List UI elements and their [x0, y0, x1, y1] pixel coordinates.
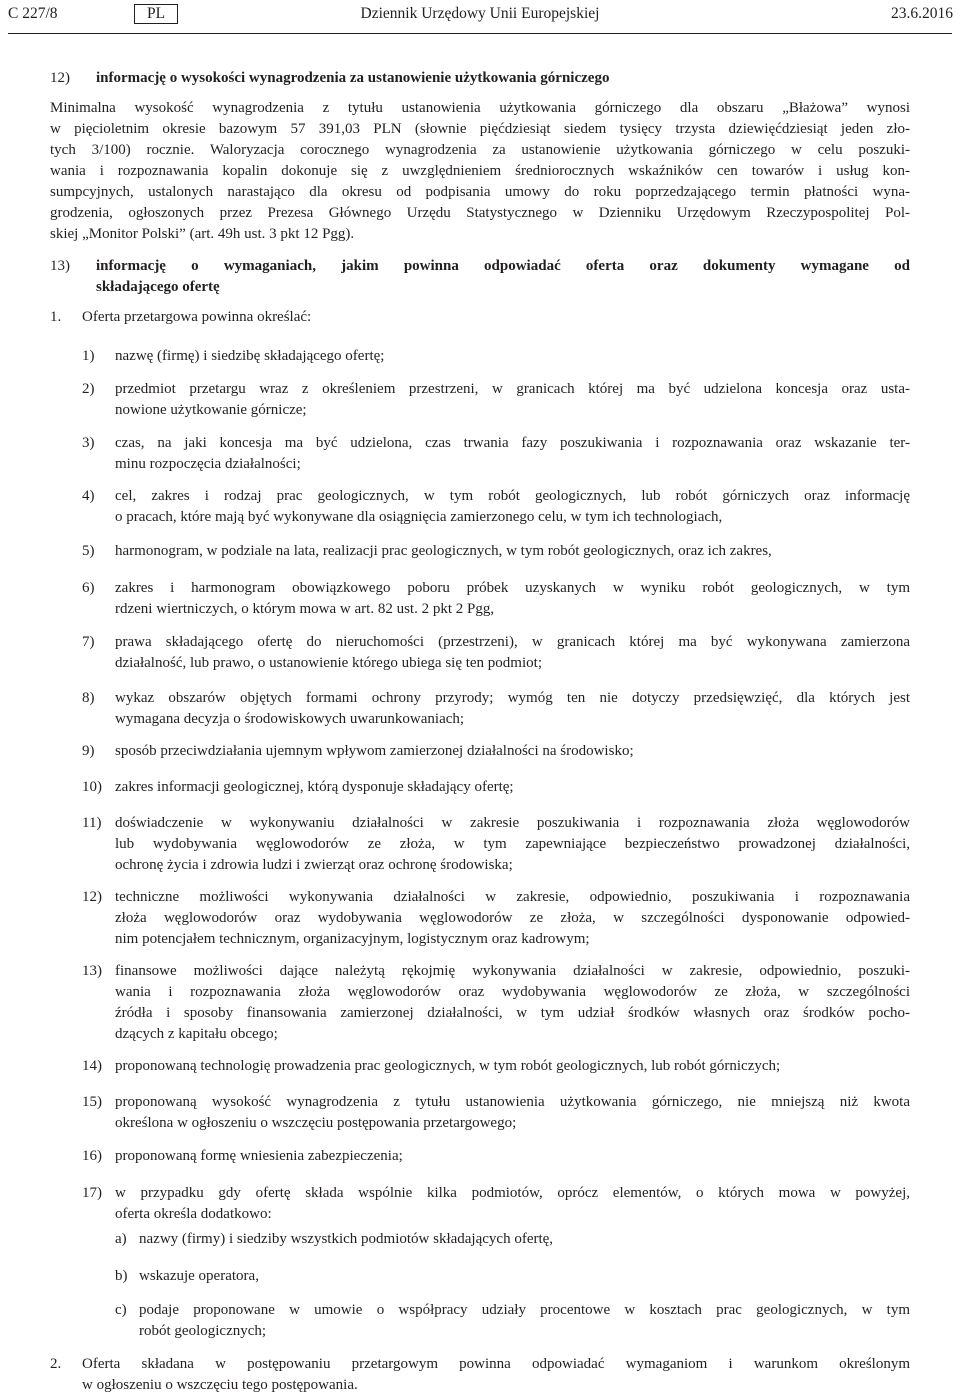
- list-item: [82, 813, 910, 876]
- list-item-line: oferta określa dodatkowo:: [115, 1206, 272, 1222]
- list-item: [82, 1092, 910, 1134]
- list-item-number: 4): [82, 488, 95, 504]
- publication-date: 23.6.2016: [891, 5, 953, 22]
- paragraph-line: grodzenia, ogłoszonych przez Prezesa Głównego Urzędu Statystycznego w Dzienniku Urzędowym Rzeczypospolitej Pol-: [50, 205, 910, 221]
- section-title-line: składającego ofertę: [96, 279, 220, 295]
- point-text: Oferta przetargowa powinna określać:: [82, 309, 312, 325]
- list-item-number: 14): [82, 1058, 102, 1074]
- list-item-line: proponowaną formę wniesienia zabezpieczenia;: [115, 1148, 403, 1164]
- list-item-line: o pracach, które mają być wykonywane dla osiągnięcia zamierzonego celu, w tym ich technologiach,: [115, 509, 723, 525]
- paragraph-line: tych 3/100) rocznie. Waloryzacja corocznego wynagrodzenia za ustanowienie użytkowania górniczego w celu poszuki-: [50, 142, 910, 158]
- section-title: informację o wysokości wynagrodzenia za ustanowienie użytkowania górniczego: [96, 70, 610, 86]
- list-item-text: [115, 541, 910, 562]
- list-item-line: wymagana decyzja o środowiskowych uwarunkowaniach;: [115, 711, 465, 727]
- paragraph-line: wania i rozpoznawania kopalin dokonuje się z uwzględnieniem średniorocznych wskaźników cen towarów i usług kon-: [50, 163, 910, 179]
- point-number: 1.: [50, 309, 62, 325]
- list-item-text: [115, 1056, 910, 1077]
- list-item: [82, 1183, 910, 1225]
- list-item-number: 12): [82, 889, 102, 905]
- list-item-line: lub wydobywania węglowodorów ze złoża, w tym zapewniające bezpieczeństwo prowadzonej działalności,: [115, 836, 910, 852]
- paragraph-line: skiej „Monitor Polski” (art. 49h ust. 3 pkt 12 Pgg).: [50, 226, 355, 242]
- list-item-line: przedmiot przetargu wraz z określeniem przestrzeni, w granicach której ma być udzielona koncesja oraz usta-: [115, 381, 910, 397]
- list-item-number: 10): [82, 779, 102, 795]
- list-item-line: techniczne możliwości wykonywania działalności w zakresie, odpowiednio, poszukiwania i rozpoznawania: [115, 889, 910, 905]
- sublist-item-text: [139, 1229, 910, 1250]
- paragraph-line: w pięcioletnim okresie bazowym 57 391,03 PLN (słownie pięćdziesiąt siedem tysięcy trzysta dziewięćdziesiąt jeden zło-: [50, 121, 910, 137]
- list-item-number: 5): [82, 543, 95, 559]
- sublist-item-letter: c): [115, 1302, 127, 1318]
- list-item-line: w przypadku gdy ofertę składa wspólnie kilka podmiotów, oprócz elementów, o których mowa w powyżej,: [115, 1185, 910, 1201]
- paragraph-line: w ogłoszeniu o wszczęciu tego postępowania.: [82, 1377, 358, 1393]
- list-item-line: nazwę (firmę) i siedzibę składającego ofertę;: [115, 348, 385, 364]
- list-item-line: finansowe możliwości dające należytą rękojmię wykonywania działalności w zakresie, odpowiednio, poszuki-: [115, 963, 910, 979]
- list-item-line: proponowaną wysokość wynagrodzenia z tytułu ustanowienia użytkowania górniczego, nie mniejszą niż kwota: [115, 1094, 910, 1110]
- sublist-item-text: [139, 1300, 910, 1342]
- list-item-text: [115, 346, 910, 367]
- list-item-number: 6): [82, 580, 95, 596]
- list-item: [82, 379, 910, 421]
- list-item-number: 16): [82, 1148, 102, 1164]
- list-item-line: dzących z kapitału obcego;: [115, 1026, 278, 1042]
- sublist-item-letter: b): [115, 1268, 128, 1284]
- list-item-line: prawa składającego ofertę do nieruchomości (przestrzeni), w granicach której ma być wykonywana zamierzona: [115, 634, 910, 650]
- point-text: [82, 1354, 910, 1396]
- list-item-number: 15): [82, 1094, 102, 1110]
- list-item-line: doświadczenie w wykonywaniu działalności w zakresie poszukiwania i rozpoznawania złoża węglowodorów: [115, 815, 910, 831]
- header-divider: [8, 33, 952, 34]
- list-item-line: wykaz obszarów objętych formami ochrony przyrody; wymóg ten nie dotyczy przedsięwzięć, dla których jest: [115, 690, 910, 706]
- paragraph-line: sumpcyjnych, ustalonych narastająco dla okresu od podpisania umowy do roku poprzedzającego termin płatności wyna-: [50, 184, 910, 200]
- language-badge: PL: [134, 4, 178, 24]
- list-item-number: 1): [82, 348, 95, 364]
- list-item-line: nowione użytkowanie górnicze;: [115, 402, 307, 418]
- list-item-line: określona w ogłoszeniu o wszczęciu postępowania przetargowego;: [115, 1115, 517, 1131]
- list-item-text: [115, 887, 910, 950]
- list-item-line: zakres informacji geologicznej, którą dysponuje składający ofertę;: [115, 779, 514, 795]
- section-number: 13): [50, 258, 70, 274]
- list-item: [82, 433, 910, 475]
- list-item-number: 7): [82, 634, 95, 650]
- list-item-number: 9): [82, 743, 95, 759]
- list-item: [82, 741, 910, 762]
- page-header: [0, 0, 960, 40]
- paragraph-line: Oferta składana w postępowaniu przetargowym powinna odpowiadać wymaganiom i warunkom określonym: [82, 1356, 910, 1372]
- list-item-text: [115, 1092, 910, 1134]
- list-item-text: [115, 741, 910, 762]
- list-item: [82, 1056, 910, 1077]
- list-item-text: [115, 433, 910, 475]
- section-number: 12): [50, 70, 70, 86]
- list-item-line: czas, na jaki koncesja ma być udzielona, czas trwania fazy poszukiwania i rozpoznawania oraz wskazanie ter-: [115, 435, 910, 451]
- list-item-text: [115, 961, 910, 1045]
- list-item: [82, 961, 910, 1045]
- list-item-line: minu rozpoczęcia działalności;: [115, 456, 301, 472]
- list-item-number: 17): [82, 1185, 102, 1201]
- list-item-text: [115, 632, 910, 674]
- list-item-line: złoża węglowodorów oraz wydobywania węglowodorów ze złoża, w szczególności dysponowanie odpowied-: [115, 910, 910, 926]
- list-item-number: 3): [82, 435, 95, 451]
- section-12-paragraph: [50, 98, 910, 245]
- list-item-line: źródła i sposoby finansowania zamierzonej działalności, w tym udział środków własnych oraz środków pocho-: [115, 1005, 910, 1021]
- journal-reference: C 227/8: [8, 5, 58, 22]
- list-item: [82, 632, 910, 674]
- list-item-text: [115, 578, 910, 620]
- list-item-line: proponowaną technologię prowadzenia prac geologicznych, w tym robót geologicznych, lub robót górniczych;: [115, 1058, 781, 1074]
- journal-title: Dziennik Urzędowy Unii Europejskiej: [360, 5, 600, 22]
- list-item-line: cel, zakres i rodzaj prac geologicznych, w tym robót geologicznych, lub robót górniczych oraz informację: [115, 488, 910, 504]
- list-item-line: nim potencjałem technicznym, organizacyjnym, logistycznym oraz kadrowym;: [115, 931, 590, 947]
- list-item-text: [115, 379, 910, 421]
- list-item-number: 13): [82, 963, 102, 979]
- sublist-item: [115, 1229, 910, 1250]
- list-item-number: 2): [82, 381, 95, 397]
- list-item-line: działalność, lub prawo, o ustanowienie którego ubiega się ten podmiot;: [115, 655, 542, 671]
- sublist-item: [115, 1300, 910, 1342]
- sublist-item-line: nazwy (firmy) i siedziby wszystkich podmiotów składających ofertę,: [139, 1231, 554, 1247]
- list-item-text: [115, 1146, 910, 1167]
- sublist-item-line: podaje proponowane w umowie o współpracy udziały procentowe w kosztach prac geologicznych, w tym: [139, 1302, 910, 1318]
- list-item: [82, 578, 910, 620]
- list-item-text: [115, 1183, 910, 1225]
- list-item: [82, 346, 910, 367]
- list-item-line: rdzeni wiertniczych, o którym mowa w art. 82 ust. 2 pkt 2 Pgg,: [115, 601, 495, 617]
- paragraph-line: Minimalna wysokość wynagrodzenia z tytułu ustanowienia użytkowania górniczego dla obszaru „Błażowa” wynosi: [50, 100, 910, 116]
- list-item-line: wania i rozpoznawania złoża węglowodorów oraz wydobywania węglowodorów ze złoża, w szczególności: [115, 984, 910, 1000]
- list-item: [82, 1146, 910, 1167]
- sublist-item-text: [139, 1266, 910, 1287]
- list-item-line: ochronę życia i zdrowia ludzi i zwierząt oraz ochronę środowiska;: [115, 857, 513, 873]
- section-title: [96, 256, 910, 298]
- point-number: 2.: [50, 1356, 62, 1372]
- list-item-line: sposób przeciwdziałania ujemnym wpływom zamierzonej działalności na środowisko;: [115, 743, 634, 759]
- list-item-text: [115, 486, 910, 528]
- list-item-text: [115, 777, 910, 798]
- sublist-item-line: wskazuje operatora,: [139, 1268, 259, 1284]
- sublist-item: [115, 1266, 910, 1287]
- list-item-text: [115, 813, 910, 876]
- section-title-line: informację o wymaganiach, jakim powinna odpowiadać oferta oraz dokumenty wymagane od: [96, 258, 910, 274]
- sublist-item-line: robót geologicznych;: [139, 1323, 267, 1339]
- list-item: [82, 777, 910, 798]
- list-item: [82, 486, 910, 528]
- sublist-item-letter: a): [115, 1231, 127, 1247]
- list-item: [82, 541, 910, 562]
- list-item: [82, 887, 910, 950]
- list-item-number: 8): [82, 690, 95, 706]
- list-item: [82, 688, 910, 730]
- list-item-line: harmonogram, w podziale na lata, realizacji prac geologicznych, w tym robót geologicznych, oraz ich zakres,: [115, 543, 772, 559]
- list-item-text: [115, 688, 910, 730]
- list-item-number: 11): [82, 815, 102, 831]
- list-item-line: zakres i harmonogram obowiązkowego poboru próbek uzyskanych w wyniku robót geologicznych, w tym: [115, 580, 910, 596]
